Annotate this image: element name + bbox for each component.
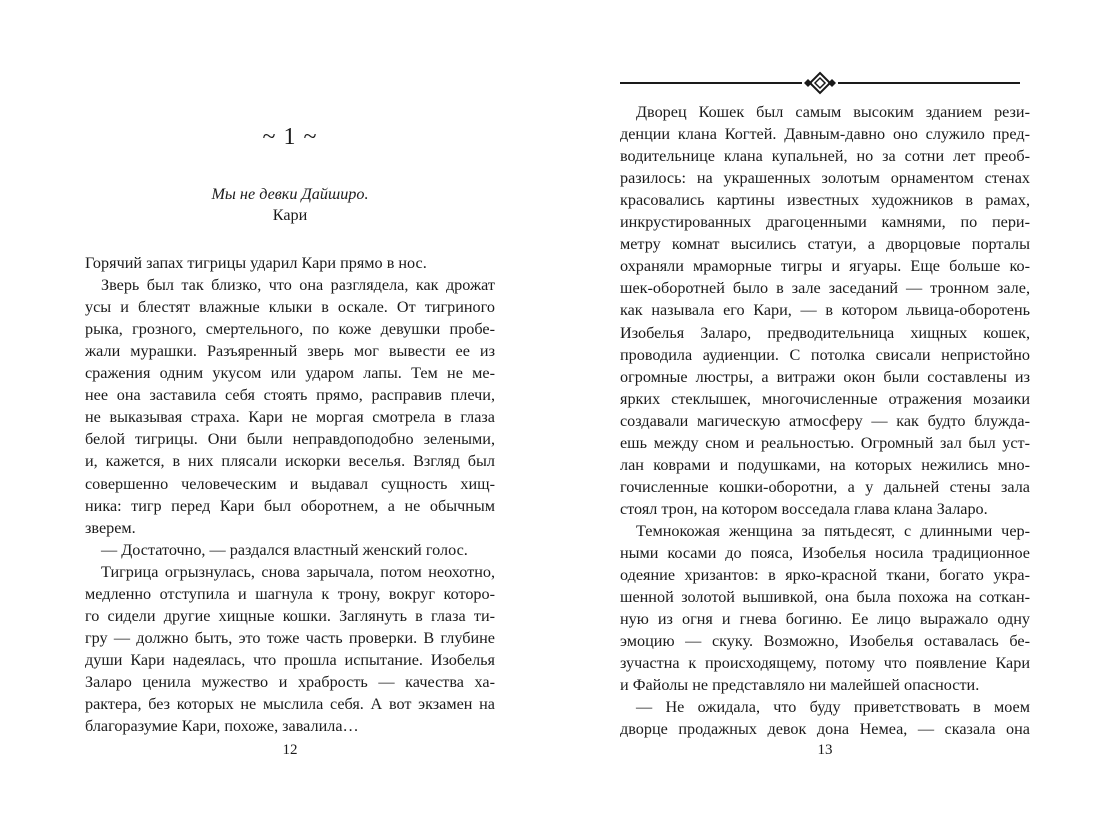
text-line: ную из огня и гнева богиню. Ее лицо выражало одну	[620, 610, 1030, 629]
text-line: гочисленные кошки-оборотни, а у дальней стены зала	[620, 477, 1030, 496]
text-line: Дворец Кошек был самым высоким зданием рези-	[636, 103, 1030, 121]
text-line: рактера, без которых не мыслила себя. А вот экзамен на	[85, 695, 495, 713]
text-line: души Кари надеялась, что прошла испытание. Изобелья	[85, 650, 495, 669]
text-line: и Файолы не представляло ни малейшей опасности.	[620, 676, 980, 695]
text-line: Темнокожая женщина за пятьдесят, с длинными чер-	[636, 521, 1030, 540]
text-line: усы и блестят влажные клыки в оскале. От тигриного	[85, 298, 495, 317]
chapter-pov-name: Кари	[272, 206, 308, 224]
text-line: красовались картины известных художников в рамах,	[620, 191, 1030, 210]
text-line: Заларо ценила мужество и храбрость — качества ха-	[85, 672, 495, 691]
page-number-right: 13	[817, 742, 833, 758]
chapter-number: ~ 1 ~	[262, 124, 318, 150]
chapter-epigraph: Мы не девки Дайширо.	[211, 185, 369, 203]
text-line: го сидели другие хищные кошки. Заглянуть в глаза ти-	[85, 606, 495, 625]
text-line: шек-оборотней было в зале заседаний — тронном зале,	[620, 279, 1030, 298]
text-line: белой тигрицы. Они были неправдоподобно зелеными,	[85, 430, 495, 449]
text-line: ешь между сном и реальностью. Огромный зал был уст-	[620, 433, 1030, 452]
text-line: зучастна к происходящему, потому что появление Кари	[620, 654, 1030, 673]
text-line: как называла его Кари, — в котором львица-оборотень	[620, 301, 1030, 320]
text-line: — Достаточно, — раздался властный женский голос.	[101, 540, 468, 559]
text-line: — Не ожидала, что буду приветствовать в моем	[636, 698, 1030, 717]
text-line: рыка, грозного, смертельного, по коже девушки пробе-	[85, 320, 495, 339]
text-line: зверем.	[85, 518, 136, 537]
text-line: Изобелья Заларо, предводительница хищных кошек,	[620, 323, 1030, 342]
text-line: разилось: на украшенных золотым орнаментом стенах	[620, 169, 1030, 188]
text-line: не выказывая страха. Кари не моргая смотрела в глаза	[85, 408, 495, 427]
text-line: Зверь был так близко, что она разглядела, как дрожат	[101, 276, 495, 295]
section-divider-ornament	[620, 70, 1020, 96]
text-line: и, кажется, в них плясали искорки веселья. Взгляд был	[85, 452, 495, 471]
text-line: медленно отступила и шагнула к трону, вокруг которо-	[85, 584, 495, 603]
text-line: Тигрица огрызнулась, снова зарычала, потом неохотно,	[101, 562, 495, 581]
text-line: проводила аудиенции. С потолка свисали непристойно	[620, 345, 1030, 364]
text-line: охраняли мраморные тигры и ягуары. Еще больше ко-	[620, 257, 1030, 276]
text-line: создавали магическую атмосферу — как будто блужда-	[620, 411, 1030, 430]
text-line: Горячий запах тигрицы ударил Кари прямо в нос.	[85, 254, 427, 272]
text-line: нее она заставила себя стоять прямо, расправив плечи,	[85, 386, 495, 405]
text-line: ными косами до пояса, Изобелья носила традиционное	[620, 544, 1030, 562]
text-line: инкрустированных драгоценными камнями, по пери-	[620, 213, 1030, 232]
text-line: шенной золотой вышивкой, она была похожа на соткан-	[620, 588, 1030, 607]
text-line: огромные люстры, а витражи окон были составлены из	[620, 367, 1030, 386]
text-line: сражения одним укусом или ударом лапы. Тем не ме-	[85, 364, 495, 383]
text-line: жали мурашки. Разъяренный зверь мог вывести ее из	[85, 342, 495, 361]
text-line: ярких стеклышек, многочисленные отражения мозаики	[620, 389, 1030, 408]
text-line: одеяние хризантов: в ярко-красной ткани, богато укра-	[620, 566, 1030, 585]
text-line: эмоцию — скуку. Возможно, Изобелья оставалась бе-	[620, 632, 1030, 651]
text-line: метру комнат высились статуи, а дворцовые порталы	[620, 235, 1030, 254]
text-line: водительнице клана купальней, но за сотни лет преоб-	[620, 147, 1030, 166]
text-line: ника: тигр перед Кари был оборотнем, а не обычным	[85, 496, 495, 515]
text-line: дворце продажных девок дона Немеа, — сказала она	[620, 720, 1030, 739]
text-line: совершенно человеческим и выдавал сущность хищ-	[85, 474, 495, 493]
text-line: благоразумие Кари, похоже, завалила…	[85, 717, 359, 736]
text-line: стоял трон, на котором восседала глава клана Заларо.	[620, 499, 988, 518]
page-number-left: 12	[282, 742, 298, 758]
text-line: денции клана Когтей. Давным-давно оно служило пред-	[620, 125, 1030, 144]
text-line: лан коврами и подушками, на которых нежились мно-	[620, 455, 1030, 474]
text-line: гру — должно быть, это тоже часть проверки. В глубине	[85, 628, 495, 647]
